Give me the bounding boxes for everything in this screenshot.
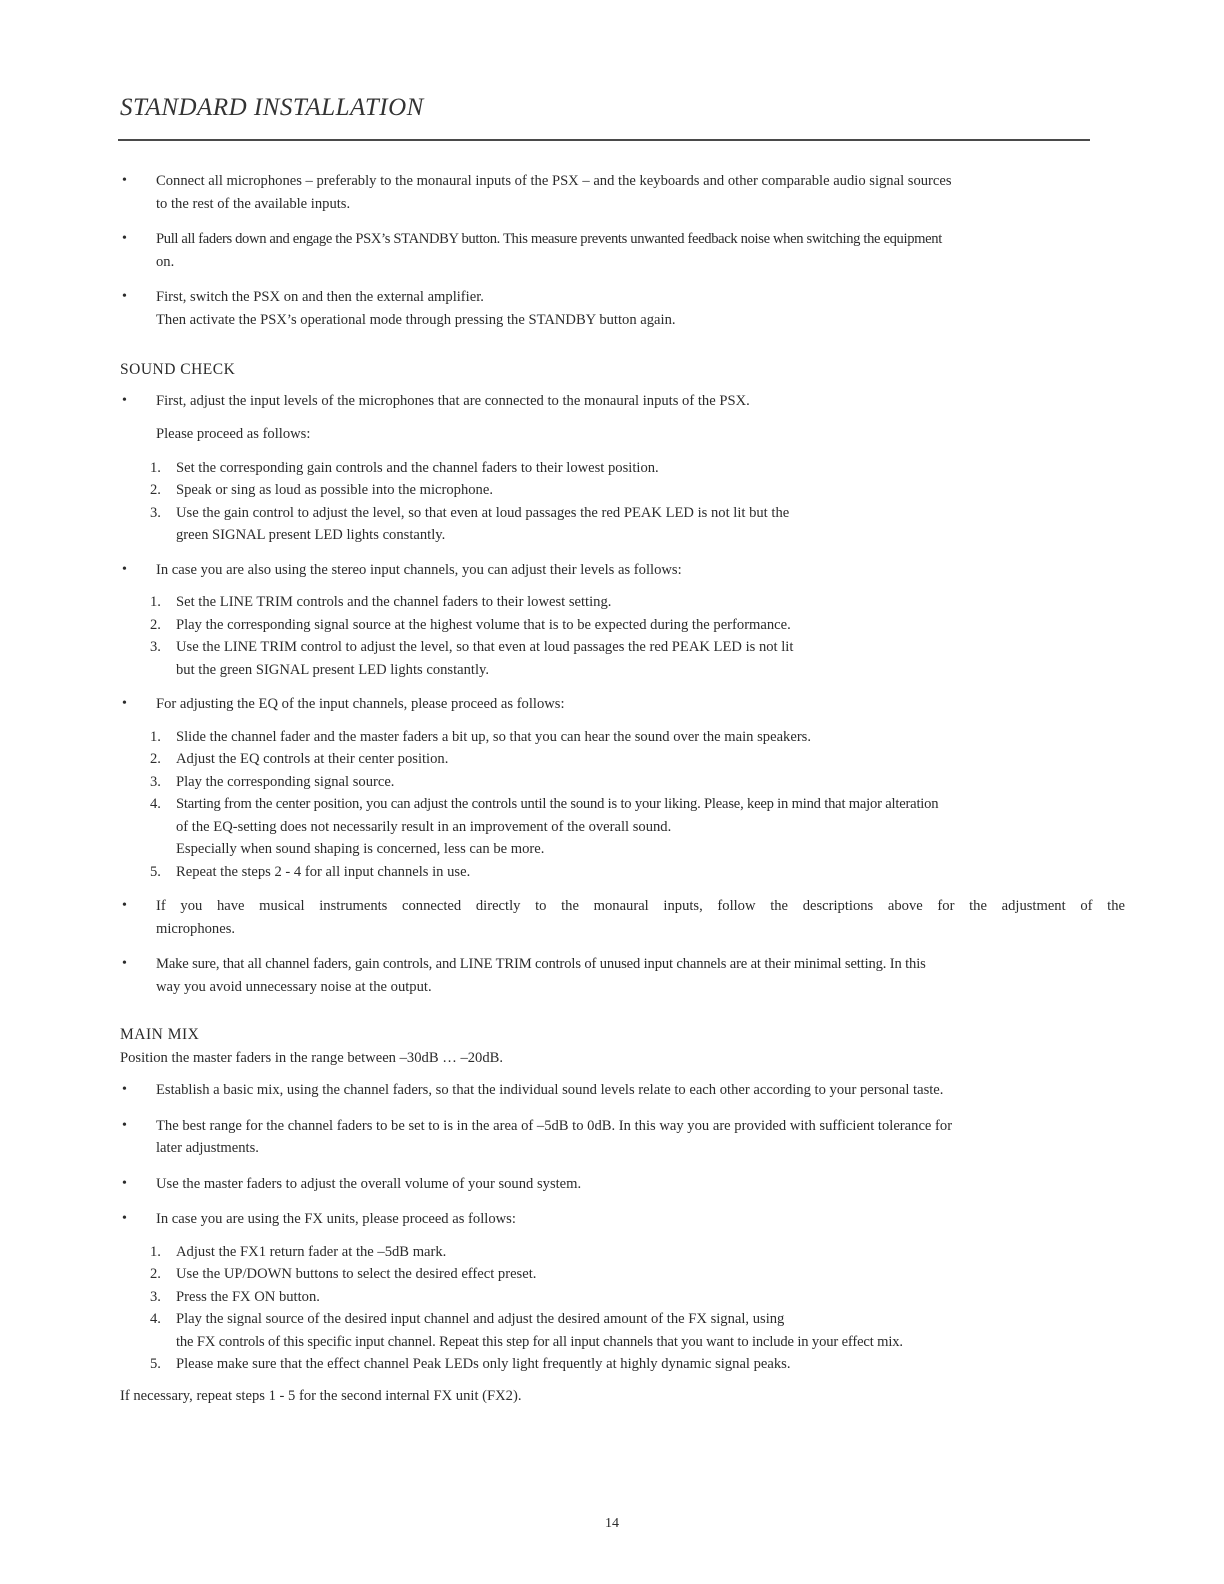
bullet-icon: • (122, 1211, 127, 1226)
list-item (120, 636, 1125, 681)
bullet-icon: • (122, 231, 127, 246)
step-number: 3. (150, 1288, 161, 1305)
numbered-list (120, 457, 1125, 547)
list-item (120, 1173, 1125, 1196)
section-heading-sound-check: SOUND CHECK (120, 361, 236, 378)
bullet-icon: • (122, 1175, 127, 1191)
page-number: 14 (605, 1516, 619, 1531)
numbered-list (120, 1241, 1125, 1376)
sub-paragraph: Please proceed as follows: (156, 426, 311, 442)
list-item (120, 748, 1125, 771)
step-number: 1. (150, 728, 161, 745)
bullet-icon: • (122, 392, 127, 408)
list-item (120, 228, 1125, 273)
text-line: way you avoid unnecessary noise at the output. (156, 978, 432, 995)
text-line: Slide the channel fader and the master faders a bit up, so that you can hear the sound over the main speakers. (176, 728, 812, 745)
step-number: 2. (150, 1266, 161, 1282)
list-item (120, 726, 1125, 749)
list-item (120, 895, 1125, 940)
text-line: microphones. (156, 920, 236, 937)
text-line: later adjustments. (156, 1140, 259, 1156)
list-item (120, 286, 1125, 331)
text-line: Especially when sound shaping is concerned, less can be more. (176, 841, 545, 857)
list-item (120, 502, 1125, 547)
bullet-icon: • (122, 956, 127, 971)
list-item (120, 1079, 1125, 1102)
list-item (120, 479, 1125, 502)
text-line: Connect all microphones – preferably to the monaural inputs of the PSX – and the keyboards and other comparable audio signal sources (156, 173, 952, 189)
text-line: Set the LINE TRIM controls and the channel faders to their lowest setting. (176, 594, 612, 610)
text-line: Use the master faders to adjust the overall volume of your sound system. (156, 1175, 582, 1192)
bullet-icon: • (122, 1082, 127, 1097)
list-item (120, 1208, 1125, 1231)
text-line: Play the corresponding signal source. (176, 773, 395, 790)
list-item (120, 1286, 1125, 1309)
text-line: on. (156, 253, 175, 270)
bullet-icon: • (122, 561, 127, 577)
list-item (120, 1263, 1125, 1286)
text-line: Use the gain control to adjust the level, so that even at loud passages the red PEAK LED is not lit but the (176, 504, 790, 521)
list-item (120, 1308, 1125, 1353)
text-line: Set the corresponding gain controls and the channel faders to their lowest position. (176, 459, 659, 476)
text-line: Use the UP/DOWN buttons to select the desired effect preset. (176, 1266, 537, 1282)
step-number: 5. (150, 863, 161, 880)
text-line: but the green SIGNAL present LED lights constantly. (176, 661, 490, 678)
text-line: Adjust the EQ controls at their center position. (176, 751, 449, 767)
step-number: 2. (150, 751, 161, 767)
page-content (120, 170, 1125, 1407)
text-line: Please make sure that the effect channel Peak LEDs only light frequently at highly dynamic signal peaks. (176, 1356, 791, 1372)
list-item (120, 1353, 1125, 1376)
text-line: Play the signal source of the desired input channel and adjust the desired amount of the FX signal, using (176, 1311, 785, 1327)
list-item (120, 591, 1125, 614)
step-number: 3. (150, 639, 161, 655)
step-number: 4. (150, 796, 161, 812)
text-line: Then activate the PSX’s operational mode through pressing the STANDBY button again. (156, 311, 676, 328)
title-divider (118, 139, 1090, 141)
list-item (120, 457, 1125, 480)
bullet-icon: • (122, 696, 127, 711)
list-item (120, 793, 1125, 861)
list-item (120, 953, 1125, 998)
list-item (120, 559, 1125, 582)
list-item (120, 771, 1125, 794)
step-number: 2. (150, 482, 161, 498)
text-line: of the EQ-setting does not necessarily result in an improvement of the overall sound. (176, 818, 672, 835)
text-line: Use the LINE TRIM control to adjust the level, so that even at loud passages the red PEAK LED is not lit (176, 639, 794, 655)
page-title: STANDARD INSTALLATION (120, 94, 424, 121)
numbered-list (120, 726, 1125, 884)
text-line: Establish a basic mix, using the channel faders, so that the individual sound levels relate to each other according to your personal taste. (156, 1082, 944, 1098)
text-line: Starting from the center position, you can adjust the controls until the sound is to your liking. Please, keep in mind that major alteration (176, 796, 939, 812)
main-mix-outro: If necessary, repeat steps 1 - 5 for the second internal FX unit (FX2). (120, 1387, 522, 1404)
text-line: First, adjust the input levels of the microphones that are connected to the monaural inputs of the PSX. (156, 392, 750, 409)
text-line: Pull all faders down and engage the PSX’s STANDBY button. This measure prevents unwanted feedback noise when switching the equipment (156, 231, 942, 247)
list-item (120, 390, 1125, 413)
step-number: 1. (150, 594, 161, 610)
text-line: The best range for the channel faders to be set to is in the area of –5dB to 0dB. In this way you are provided with sufficient tolerance for (156, 1117, 953, 1134)
text-line: In case you are using the FX units, please proceed as follows: (156, 1211, 516, 1227)
bullet-icon: • (122, 898, 127, 913)
step-number: 5. (150, 1356, 161, 1372)
numbered-list (120, 591, 1125, 681)
step-number: 4. (150, 1311, 161, 1327)
section-heading-main-mix: MAIN MIX (120, 1026, 200, 1043)
step-number: 1. (150, 459, 161, 476)
main-mix-intro: Position the master faders in the range between –30dB … –20dB. (120, 1049, 504, 1066)
list-item (120, 693, 1125, 716)
text-line: First, switch the PSX on and then the external amplifier. (156, 289, 484, 305)
text-line: Repeat the steps 2 - 4 for all input channels in use. (176, 863, 471, 880)
text-line: Make sure, that all channel faders, gain controls, and LINE TRIM controls of unused input channels are at their minimal setting. In this (156, 956, 926, 972)
text-line: Play the corresponding signal source at the highest volume that is to be expected during the performance. (176, 616, 791, 633)
text-line: Adjust the FX1 return fader at the –5dB mark. (176, 1243, 447, 1260)
text-line: the FX controls of this specific input channel. Repeat this step for all input channels that you want to include in your effect mix. (176, 1333, 903, 1350)
text-line: to the rest of the available inputs. (156, 195, 351, 212)
bullet-icon: • (122, 1117, 127, 1133)
list-item (120, 614, 1125, 637)
text-line: Press the FX ON button. (176, 1288, 320, 1305)
text-line: In case you are also using the stereo input channels, you can adjust their levels as follows: (156, 561, 682, 578)
step-number: 2. (150, 616, 161, 633)
list-item (120, 170, 1125, 215)
list-item (120, 861, 1125, 884)
step-number: 1. (150, 1243, 161, 1260)
text-line: For adjusting the EQ of the input channels, please proceed as follows: (156, 696, 565, 712)
step-number: 3. (150, 504, 161, 521)
list-item (120, 1115, 1125, 1160)
step-number: 3. (150, 773, 161, 790)
bullet-icon: • (122, 289, 127, 304)
text-line: Speak or sing as loud as possible into the microphone. (176, 482, 493, 498)
list-item (120, 1241, 1125, 1264)
text-line: green SIGNAL present LED lights constantly. (176, 527, 446, 543)
bullet-icon: • (122, 173, 127, 188)
text-line: If you have musical instruments connected directly to the monaural inputs, follow the descriptions above for the adjustment of the (156, 898, 1125, 914)
